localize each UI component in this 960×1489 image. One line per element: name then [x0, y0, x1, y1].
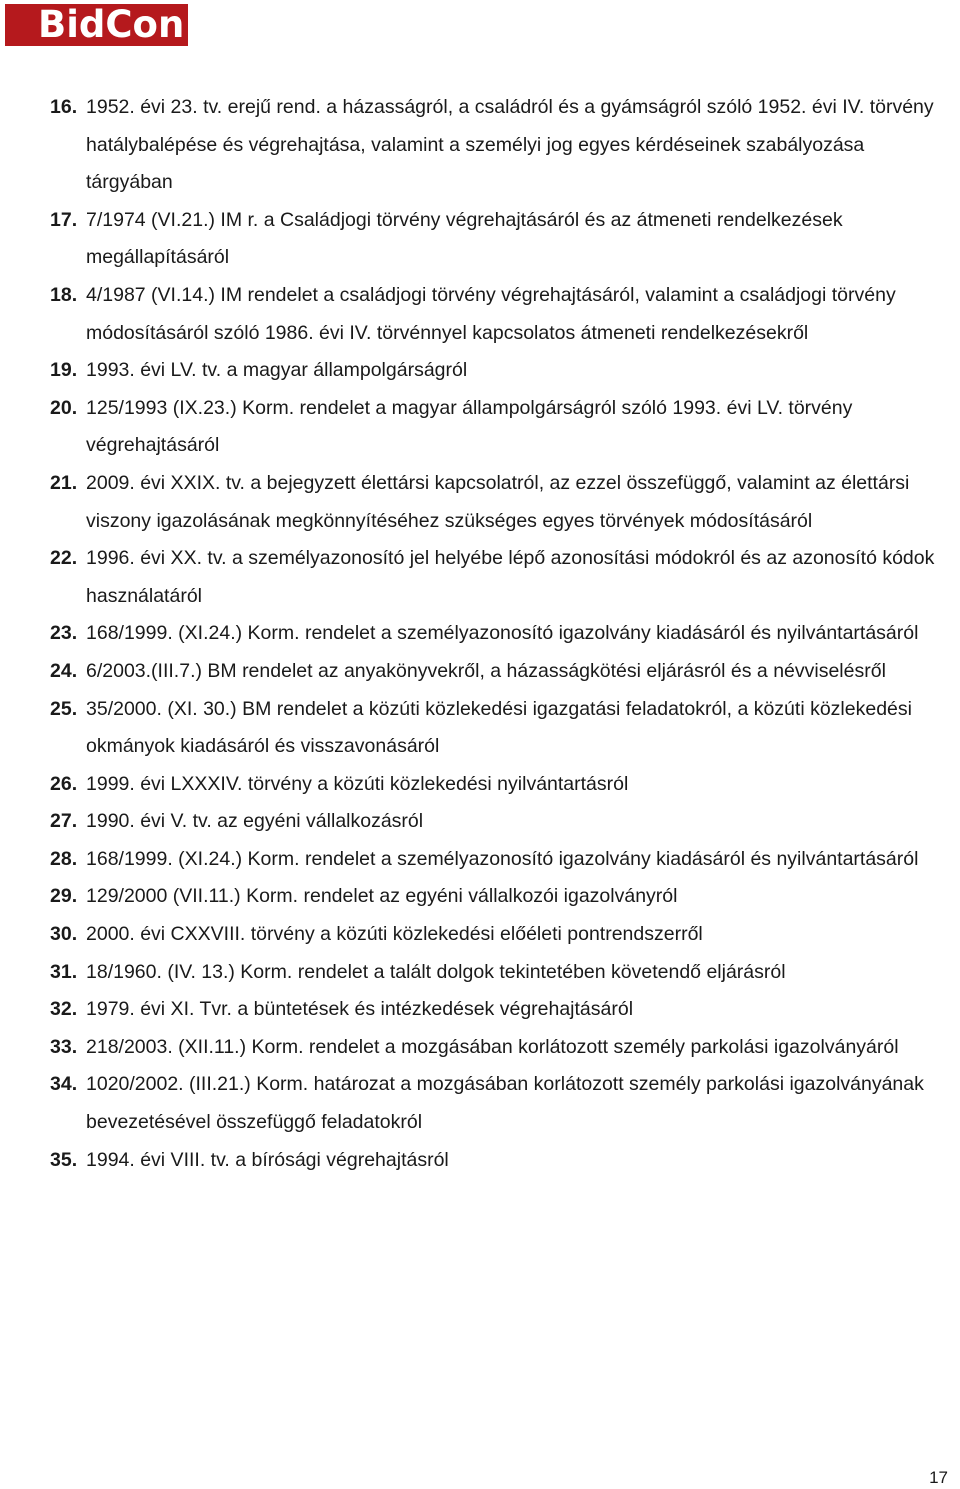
- item-number: 32.: [50, 998, 78, 1021]
- item-text: 2000. évi CXXVIII. törvény a közúti közlekedési előéleti pontrendszerről: [86, 923, 703, 946]
- list-item: [50, 991, 940, 1029]
- item-text: 125/1993 (IX.23.) Korm. rendelet a magyar állampolgárságról szóló 1993. évi LV. törvény végrehajtásáról: [86, 396, 853, 457]
- item-number: 18.: [50, 283, 78, 306]
- item-text: 1996. évi XX. tv. a személyazonosító jel helyébe lépő azonosítási módokról és az azonosító kódok használatáról: [86, 547, 935, 607]
- item-number: 16.: [50, 96, 78, 118]
- list-item: [50, 1142, 940, 1180]
- list-item: [50, 540, 940, 615]
- item-number: 25.: [50, 697, 78, 720]
- list-item: [50, 390, 940, 465]
- item-number: 19.: [50, 359, 78, 382]
- item-text: 1979. évi XI. Tvr. a büntetések és intézkedések végrehajtásáról: [86, 998, 634, 1021]
- item-text: 1020/2002. (III.21.) Korm. határozat a mozgásában korlátozott személy parkolási igazolványának bevezetésével összefüggő feladatokról: [86, 1073, 924, 1134]
- bidcon-logo: [5, 4, 188, 46]
- item-text: 129/2000 (VII.11.) Korm. rendelet az egyéni vállalkozói igazolványról: [86, 885, 678, 908]
- item-number: 27.: [50, 810, 78, 833]
- list-item: [50, 1066, 940, 1141]
- page-number: 17: [929, 1468, 948, 1487]
- list-item: [50, 202, 940, 277]
- item-text: 1952. évi 23. tv. erejű rend. a házasságról, a családról és a gyámságról szóló 1952. évi IV. törvény hatálybalépése és végrehajtása, valamint a személyi jog egyes kérdéseinek szabályozása tárgyában: [86, 96, 934, 194]
- item-number: 34.: [50, 1073, 78, 1096]
- item-number: 33.: [50, 1035, 78, 1058]
- list-item: [50, 89, 940, 202]
- list-item: [50, 691, 940, 766]
- list-item: [50, 277, 940, 352]
- list-item: [50, 465, 940, 540]
- item-number: 21.: [50, 471, 78, 494]
- item-text: 1990. évi V. tv. az egyéni vállalkozásról: [86, 810, 424, 833]
- item-number: 23.: [50, 622, 78, 645]
- item-text: 2009. évi XXIX. tv. a bejegyzett élettársi kapcsolatról, az ezzel összefüggő, valamint az élettársi viszony igazolásának megkönnyítéséhez szükséges egyes törvények módosításáról: [86, 471, 910, 532]
- item-number: 30.: [50, 923, 78, 946]
- item-number: 22.: [50, 547, 78, 570]
- list-item: [50, 653, 940, 691]
- list-item: [50, 803, 940, 841]
- item-text: 6/2003.(III.7.) BM rendelet az anyakönyvekről, a házasságkötési eljárásról és a névviselésről: [86, 659, 886, 682]
- item-number: 31.: [50, 960, 78, 983]
- item-number: 26.: [50, 772, 78, 795]
- item-text: 1999. évi LXXXIV. törvény a közúti közlekedési nyilvántartásról: [86, 772, 629, 795]
- item-number: 35.: [50, 1148, 78, 1171]
- item-number: 20.: [50, 396, 78, 419]
- item-text: 7/1974 (VI.21.) IM r. a Családjogi törvény végrehajtásáról és az átmeneti rendelkezések megállapításáról: [86, 208, 843, 269]
- list-item: [50, 878, 940, 916]
- item-number: 24.: [50, 659, 78, 682]
- item-number: 29.: [50, 885, 78, 908]
- list-item: [50, 841, 940, 879]
- legislation-list: [50, 89, 940, 1179]
- item-text: 218/2003. (XII.11.) Korm. rendelet a mozgásában korlátozott személy parkolási igazolványáról: [86, 1035, 899, 1058]
- item-text: 18/1960. (IV. 13.) Korm. rendelet a talált dolgok tekintetében követendő eljárásról: [86, 960, 786, 983]
- list-item: [50, 916, 940, 954]
- item-number: 28.: [50, 847, 78, 870]
- item-text: 4/1987 (VI.14.) IM rendelet a családjogi törvény végrehajtásáról, valamint a családjogi törvény módosításáról szóló 1986. évi IV. törvénnyel kapcsolatos átmeneti rendelkezésekről: [86, 283, 896, 344]
- item-text: 35/2000. (XI. 30.) BM rendelet a közúti közlekedési igazgatási feladatokról, a közúti közlekedési okmányok kiadásáról és visszavonásáról: [86, 697, 912, 758]
- item-text: 168/1999. (XI.24.) Korm. rendelet a személyazonosító igazolvány kiadásáról és nyilvántartásáról: [86, 622, 919, 645]
- list-item: [50, 1029, 940, 1067]
- list-item: [50, 766, 940, 804]
- item-text: 168/1999. (XI.24.) Korm. rendelet a személyazonosító igazolvány kiadásáról és nyilvántartásáról: [86, 847, 919, 870]
- list-item: [50, 352, 940, 390]
- item-text: 1993. évi LV. tv. a magyar állampolgárságról: [86, 359, 468, 382]
- item-text: 1994. évi VIII. tv. a bírósági végrehajtásról: [86, 1148, 449, 1171]
- item-number: 17.: [50, 208, 78, 231]
- logo-text: BidCon: [38, 3, 185, 46]
- list-item: [50, 954, 940, 992]
- list-item: [50, 615, 940, 653]
